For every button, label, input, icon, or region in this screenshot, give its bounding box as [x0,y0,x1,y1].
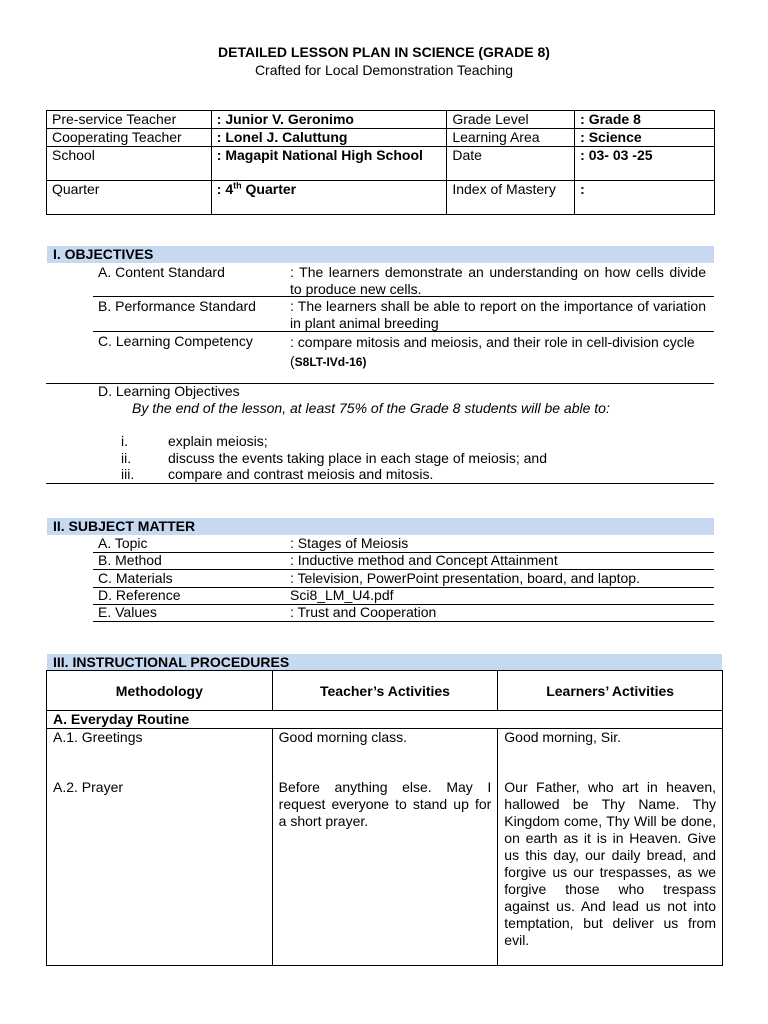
subject-row [93,570,714,588]
performance-standard-label: B. Performance Standard [98,298,256,314]
learning-objectives-intro: By the end of the lesson, at least 75% of the Grade 8 students will be able to: [132,400,610,416]
school-value: : Magapit National High School [211,147,447,181]
quarter-sup: th [233,180,242,191]
content-standard-value: : The learners demonstrate an understanding on how cells divide to produce new cells. [290,264,706,297]
quarter-prefix: : 4 [216,181,234,197]
teacher-cell: Before anything else. May I request everyone to stand up for a short prayer. [272,779,498,966]
objective-text: discuss the events taking place in each stage of meiosis; and [168,450,547,466]
subject-value: : Stages of Meiosis [290,535,409,551]
objective-item [121,433,268,450]
learner-cell: Our Father, who art in heaven, hallowed be Thy Name. Thy Kingdom come, Thy Will be done, on earth as it is in Heaven. Give us this day, our daily bread, and forgive us our trespasses, as we forgive those who trespass against us. And lead us not into temptation, but deliver us from evil. [498,779,723,966]
performance-standard-value: : The learners shall be able to report on the importance of variation in plant animal breeding [290,298,706,331]
area-value: : Science [575,129,715,147]
competency-row [46,332,714,384]
date-label: Date [447,147,575,181]
subject-value: Sci8_LM_U4.pdf [290,587,394,603]
competency-code: S8LT-IVd-16) [294,355,367,369]
objective-num: ii. [121,450,132,466]
method-cell: A.1. Greetings [47,729,273,779]
objective-text: compare and contrast meiosis and mitosis. [168,466,434,482]
teacher-cell: Good morning class. [272,729,498,779]
method-cell: A.2. Prayer [47,779,273,966]
subject-label: B. Method [98,552,162,568]
preservice-value: : Junior V. Geronimo [211,111,447,129]
subject-label: C. Materials [98,570,173,586]
content-standard-row [93,263,714,297]
performance-standard-row [93,297,714,332]
competency-value [290,333,708,372]
content-standard-label: A. Content Standard [98,264,225,280]
competency-label: C. Learning Competency [98,333,253,349]
col-teacher-activities: Teacher’s Activities [272,671,498,711]
objective-num: i. [121,433,128,449]
competency-text: : compare mitosis and meiosis, and their role in cell-division cycle ( [290,334,695,369]
subject-row [93,604,714,622]
objective-text: explain meiosis; [168,433,268,449]
preservice-label: Pre-service Teacher [47,111,212,129]
objective-item [121,466,433,483]
col-methodology: Methodology [47,671,273,711]
procedures-heading: III. INSTRUCTIONAL PROCEDURES [47,654,722,671]
quarter-suffix: Quarter [241,181,297,197]
subject-label: D. Reference [98,587,181,603]
cooperating-label: Cooperating Teacher [47,129,212,147]
subject-label: A. Topic [98,535,148,551]
school-label: School [47,147,212,181]
index-label: Index of Mastery [447,181,575,215]
cooperating-value: : Lonel J. Caluttung [211,129,447,147]
col-learner-activities: Learners’ Activities [498,671,723,711]
subject-value: : Inductive method and Concept Attainment [290,552,558,568]
objectives-heading: I. OBJECTIVES [47,246,714,263]
subject-matter-heading: II. SUBJECT MATTER [47,518,714,535]
procedures-table [46,670,723,966]
learning-objectives-block [46,383,714,484]
subject-label: E. Values [98,604,157,620]
learner-cell: Good morning, Sir. [498,729,723,779]
subject-row [93,587,714,605]
routine-heading: A. Everyday Routine [47,711,723,729]
subject-row [93,552,714,570]
grade-value: : Grade 8 [575,111,715,129]
date-value: : 03- 03 -25 [575,147,715,181]
area-label: Learning Area [447,129,575,147]
document-title: DETAILED LESSON PLAN IN SCIENCE (GRADE 8) [218,44,550,60]
quarter-value [211,181,447,215]
objective-item [121,450,547,467]
learning-objectives-label: D. Learning Objectives [98,383,240,399]
grade-label: Grade Level [447,111,575,129]
subject-row [93,535,714,553]
objective-num: iii. [121,466,135,482]
index-value: : [575,181,715,215]
subject-value: : Trust and Cooperation [290,604,437,620]
quarter-label: Quarter [47,181,212,215]
subject-value: : Television, PowerPoint presentation, board, and laptop. [290,570,640,586]
document-subtitle: Crafted for Local Demonstration Teaching [254,62,514,78]
teacher-info-table [46,110,715,215]
